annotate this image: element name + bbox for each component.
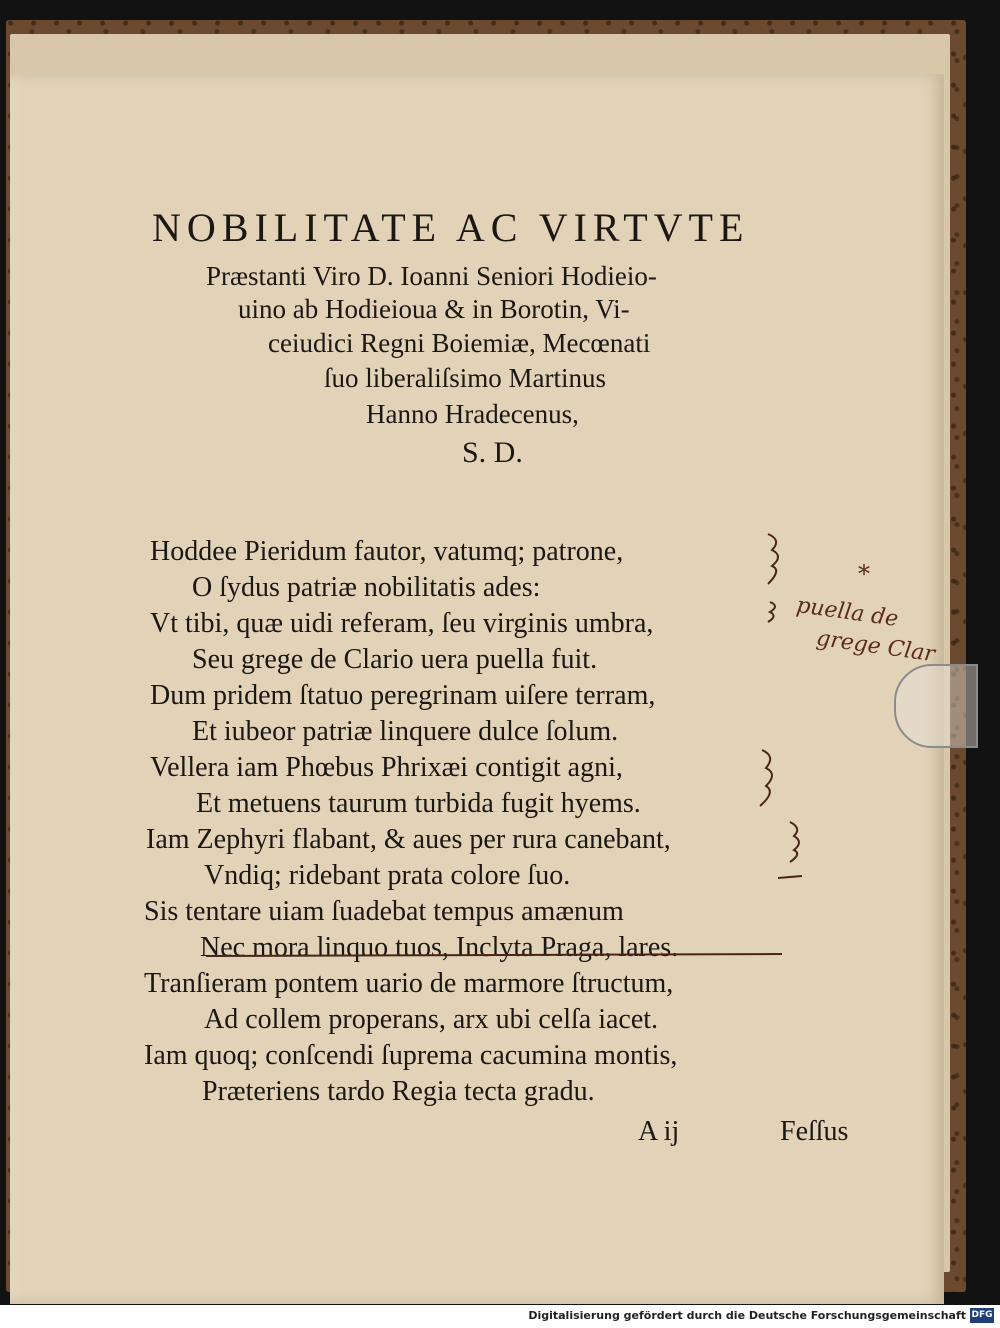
verse-line: Iam Zephyri flabant, & aues per rura canebant, [146, 824, 671, 855]
annotation-line-1: puella de [794, 592, 900, 633]
bracket-mark [768, 602, 775, 622]
dedication-line-1: Præstanti Viro D. Ioanni Seniori Hodieio- [206, 261, 657, 291]
catchword: Feſſus [780, 1116, 849, 1147]
annotation-line-2: grege Clar [814, 625, 937, 668]
page-edges [10, 34, 950, 1272]
verse-line: Vndiq; ridebant prata colore ſuo. [204, 860, 571, 891]
dedication-line-3: ceiudici Regni Boiemiæ, Mecœnati [268, 328, 651, 358]
verse-line: Sis tentare uiam ſuadebat tempus amænum [144, 896, 624, 927]
dedication-line-5: Hanno Hradecenus, [366, 399, 579, 429]
verse-line: Præteriens tardo Regia tecta gradu. [202, 1076, 595, 1107]
verse-line: Et iubeor patriæ linquere dulce ſolum. [192, 716, 619, 747]
dfg-logo-icon: DFG [970, 1308, 994, 1323]
funding-notice: Digitalisierung gefördert durch die Deutsche Forschungsgemeinschaft [528, 1309, 966, 1322]
dedication-line-4: ſuo liberaliſsimo Martinus [324, 363, 606, 393]
verse-line: Iam quoq; conſcendi ſuprema cacumina montis, [144, 1040, 678, 1071]
bracket-mark [778, 876, 802, 878]
book-page [10, 74, 944, 1304]
verse-line: Nec mora linquo tuos, Inclyta Praga, lares. [200, 932, 679, 963]
verse-line: Dum pridem ſtatuo peregrinam uiſere terram, [150, 680, 656, 711]
handwritten-underline [206, 948, 786, 962]
annotation-star: * [858, 560, 870, 588]
verse-line: Ad collem properans, arx ubi celſa iacet. [204, 1004, 659, 1035]
verse-line: Vt tibi, quæ uidi referam, ſeu virginis umbra, [150, 608, 654, 639]
bracket-mark [790, 822, 799, 862]
bracket-mark [768, 534, 778, 584]
verse-line: Hoddee Pieridum fautor, vatumq; patrone, [150, 536, 624, 567]
verse-line: Tranſieram pontem uario de marmore ſtructum, [144, 968, 674, 999]
verse-line: Vellera iam Phœbus Phrixæi contigit agni, [150, 752, 623, 783]
verse-line: Et metuens taurum turbida fugit hyems. [196, 788, 641, 819]
dedication-title: NOBILITATE AC VIRTVTE [152, 205, 750, 250]
verse-line: Seu grege de Clario uera puella fuit. [192, 644, 598, 675]
verse-line: O ſydus patriæ nobilitatis ades: [192, 572, 541, 603]
salutation: S. D. [462, 436, 523, 469]
page-clip [894, 664, 978, 748]
signature-mark: A ij [638, 1116, 680, 1147]
dedication-line-2: uino ab Hodieioua & in Borotin, Vi- [238, 294, 630, 324]
footer-bar [0, 1305, 1000, 1328]
handwritten-brackets [750, 514, 820, 894]
bracket-mark [760, 750, 772, 806]
